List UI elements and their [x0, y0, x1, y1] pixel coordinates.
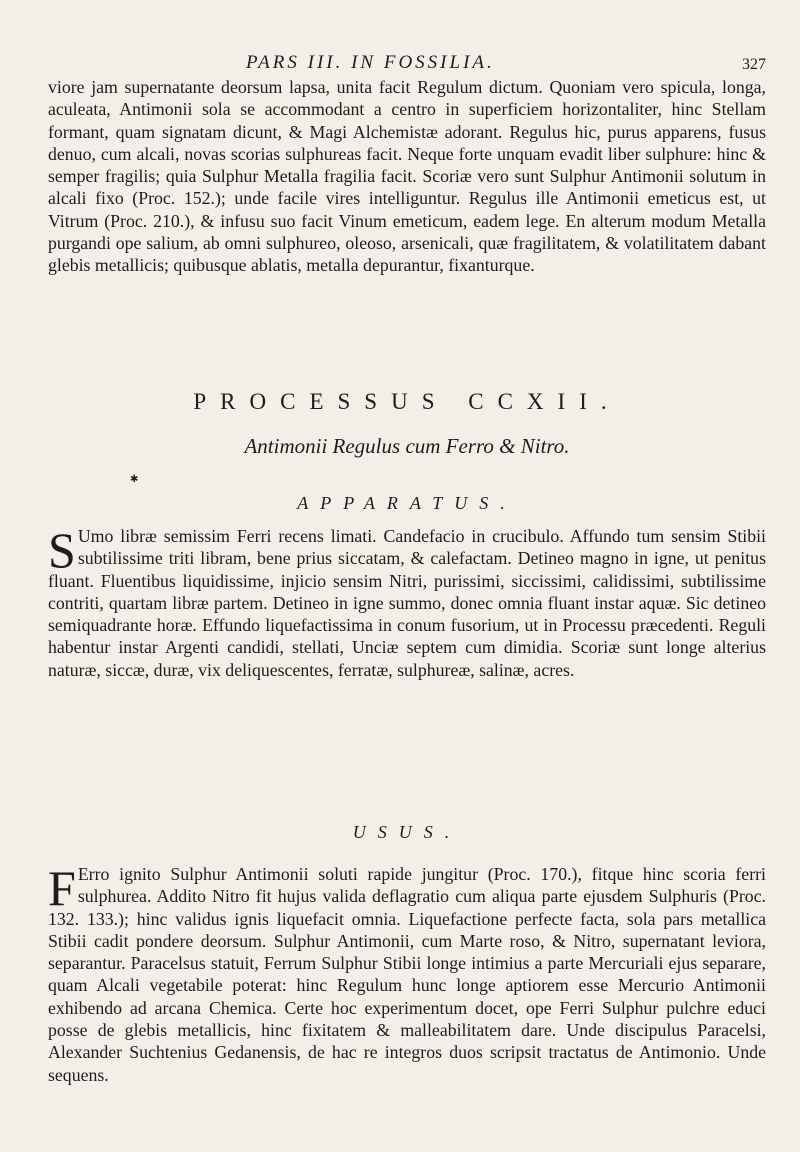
- running-title: PARS III. IN FOSSILIA.: [246, 52, 495, 73]
- apparatus-paragraph: [48, 522, 766, 681]
- usus-paragraph: [48, 860, 766, 1086]
- process-subtitle: Antimonii Regulus cum Ferro & Nitro.: [244, 434, 570, 458]
- usus-text: Erro ignito Sulphur Antimonii soluti rapide jungitur (Proc. 170.), fitque hinc scoria ferri sulphurea. Addito Nitro fit hujus valida deflagratio cum aliqua parte ejusdem Sulphuris (Proc. 132. 133.); hinc validus ignis liquefacit omnia. Liquefactione perfecte facta, sola pars metallica Stibii cadit pondere deorsum. Sulphur Antimonii, cum Marte roso, & Nitro, supernatant leviora, separantur. Paracelsus statuit, Ferrum Sulphur Stibii longe intimius a parte Mercuriali ejus separare, quam Alcali vegetabile poterat: hinc Regulum hunc longe aptiorem esse Mercurio Antimonii exhibendo ad arcana Chemica. Certe hoc experimentum docet, ope Ferri Sulphur pulchre educi posse de glebis metallicis, hinc fixitatem & malleabilitatem dare. Unde discipulus Paracelsi, Alexander Suchtenius Gedanensis, de hac re integros duos scripsit tractatus de Antimonio. Unde sequens.: [48, 864, 766, 1085]
- apparatus-text: Umo libræ semissim Ferri recens limati. Candefacio in crucibulo. Affundo tum sensim Stibii subtilissime triti libram, bene prius siccatam, & calefactam. Detineo magno in igne, ut penitus fluant. Fluentibus liquidissime, injicio sensim Nitri, purissimi, siccissimi, calidissimi, subtilissime contriti, quartam libræ partem. Detineo in igne summo, donec omnia fluant instar aquæ. Sic detineo semiquadrante horæ. Effundo liquefactissima in conum fusorium, ut in Processu præcedenti. Reguli habentur instar Argenti candidi, stellati, Unciæ septem cum dimidia. Scoriæ sunt longe alterius naturæ, siccæ, duræ, vix deliquescentes, ferratæ, sulphureæ, salinæ, acres.: [48, 526, 766, 680]
- usus-dropcap: F: [48, 860, 76, 916]
- page-number: 327: [742, 56, 766, 73]
- paragraph-regulus-stellatus: viore jam supernatante deorsum lapsa, unita facit Regulum dictum. Quoniam vero spicula, longa, aculeata, Antimonii sola se accommodant a centro in superficiem horizontaliter, hinc Stellam formant, quam signatam dicunt, & Magi Alchemistæ adorant. Regulus hic, purus apparens, fusus denuo, cum alcali, novas scorias sulphureas facit. Neque forte unquam evadit liber sulphure: hinc & semper fragilis; quia Sulphur Metalla fragilia facit. Scoriæ vero sunt Sulphur Antimonii solutum in alcali fixo (Proc. 152.); unde facile vires intelliguntur. Regulus ille Antimonii emeticus est, ut Vitrum (Proc. 210.), & infusu suo facit Vinum emeticum, eadem lege. En alterum modum Metalla purgandi ope salium, ab omni sulphureo, oleoso, arsenicali, quæ fragilitatem, & volatilitatem dabant glebis metallicis; quibusque ablatis, metalla depurantur, fixanturque.: [48, 77, 766, 276]
- process-heading: PROCESSUS CCXII.: [193, 389, 621, 414]
- apparatus-heading: APPARATUS.: [297, 493, 517, 513]
- asterisk-ornament: ✱: [130, 474, 139, 485]
- apparatus-dropcap: S: [48, 522, 76, 578]
- running-head: [0, 52, 800, 76]
- usus-heading: USUS.: [352, 822, 462, 842]
